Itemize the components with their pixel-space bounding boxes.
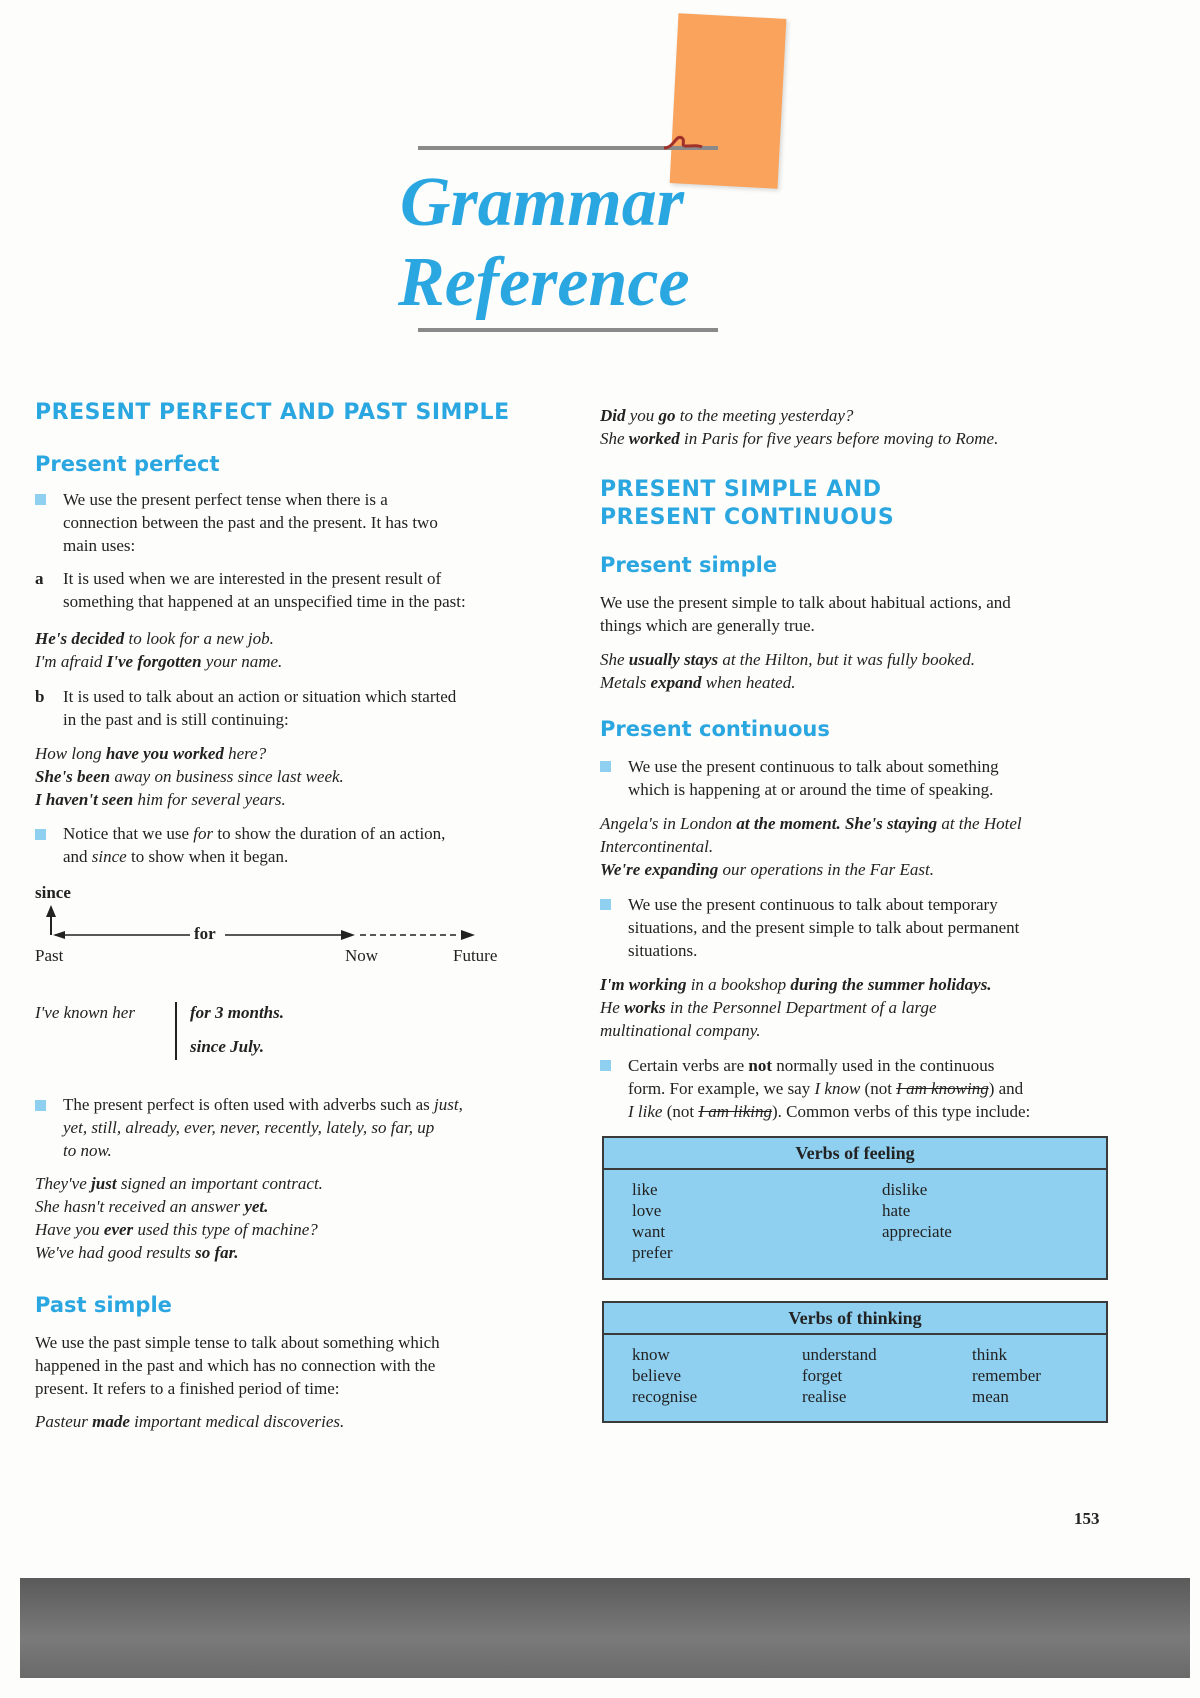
example-line: multinational company. xyxy=(600,1021,761,1040)
text-line: present. It refers to a finished period of time: xyxy=(35,1379,340,1398)
verb-item: mean xyxy=(972,1387,1009,1406)
section-heading-present-perfect-past-simple: PRESENT PERFECT AND PAST SIMPLE xyxy=(35,400,510,425)
verb-item: realise xyxy=(802,1387,847,1406)
known-her-option-for: for 3 months. xyxy=(190,1003,284,1022)
text-line: We use the past simple tense to talk about something which xyxy=(35,1333,440,1352)
known-her-option-since: since July. xyxy=(190,1037,264,1056)
past-simple-top-examples xyxy=(600,404,998,450)
present-continuous-p2-examples xyxy=(600,973,992,1042)
section-heading-present-simple-continuous xyxy=(600,476,894,532)
present-simple-text xyxy=(600,591,1120,637)
bullet-icon xyxy=(35,494,46,505)
text-line: connection between the past and the present. It has two xyxy=(63,513,438,532)
subheading-present-perfect: Present perfect xyxy=(35,452,220,476)
verb-item: recognise xyxy=(632,1387,698,1406)
adverbs-paragraph xyxy=(63,1093,563,1162)
verb-item: believe xyxy=(632,1366,682,1385)
text-line: and since to show when it began. xyxy=(63,847,289,866)
bullet-icon xyxy=(35,1100,46,1111)
timeline-arrow-diagram xyxy=(35,905,515,945)
bullet-icon xyxy=(600,1060,611,1071)
known-her-stem: I've known her xyxy=(35,1003,135,1022)
verb-item: hate xyxy=(882,1201,911,1220)
text-line: which is happening at or around the time of speaking. xyxy=(628,780,994,799)
page-number: 153 xyxy=(1074,1509,1100,1528)
verbs-of-thinking-box xyxy=(602,1301,1108,1423)
verb-item: know xyxy=(632,1345,670,1364)
use-b-examples xyxy=(35,742,344,811)
text-line: main uses: xyxy=(63,536,136,555)
text-line: I like (not I am liking). Common verbs of this type include: xyxy=(628,1102,1031,1121)
text-line: happened in the past and which has no connection with the xyxy=(35,1356,436,1375)
text-line: yet, still, already, ever, never, recently, lately, so far, up xyxy=(63,1118,435,1137)
verb-item: appreciate xyxy=(882,1222,952,1241)
timeline-future-label: Future xyxy=(453,946,498,965)
verb-item: love xyxy=(632,1201,662,1220)
ribbon-curl-icon xyxy=(662,132,704,152)
verb-item: like xyxy=(632,1180,658,1199)
adverb-examples xyxy=(35,1172,323,1264)
past-simple-text xyxy=(35,1331,555,1400)
verbs-of-feeling-col2 xyxy=(882,1179,952,1242)
verb-item: dislike xyxy=(882,1180,928,1199)
example-line: They've just signed an important contract. xyxy=(35,1174,323,1193)
text-line: We use the present perfect tense when there is a xyxy=(63,490,388,509)
present-perfect-intro xyxy=(63,488,543,557)
timeline-since-label: since xyxy=(35,883,71,902)
example-line: She usually stays at the Hilton, but it was fully booked. xyxy=(600,650,975,669)
example-line: I haven't seen him for several years. xyxy=(35,790,286,809)
example-line: Metals expand when heated. xyxy=(600,673,796,692)
heading-line: PRESENT CONTINUOUS xyxy=(600,505,895,530)
text-line: We use the present continuous to talk about temporary xyxy=(628,895,998,914)
scanner-bottom-band xyxy=(20,1578,1190,1678)
verbs-of-feeling-box xyxy=(602,1136,1108,1280)
text-line: It is used when we are interested in the present result of xyxy=(63,569,442,588)
example-line: She worked in Paris for five years before moving to Rome. xyxy=(600,429,999,448)
text-line: to now. xyxy=(63,1141,112,1160)
present-continuous-p1 xyxy=(628,755,1128,801)
use-b-text xyxy=(63,685,553,731)
example-line: Angela's in London at the moment. She's staying at the Hotel xyxy=(600,814,1022,833)
verbs-of-feeling-heading: Verbs of feeling xyxy=(604,1138,1106,1170)
bullet-icon xyxy=(600,761,611,772)
example-line: Did you go to the meeting yesterday? xyxy=(600,406,854,425)
verbs-of-thinking-heading: Verbs of thinking xyxy=(604,1303,1106,1335)
example-line: Intercontinental. xyxy=(600,837,714,856)
example-line: I'm afraid I've forgotten your name. xyxy=(35,652,283,671)
marker-a: a xyxy=(35,569,44,588)
example-line: Have you ever used this type of machine? xyxy=(35,1220,318,1239)
example-line: I'm working in a bookshop during the summer holidays. xyxy=(600,975,992,994)
text-line: Notice that we use for to show the duration of an action, xyxy=(63,824,446,843)
subheading-past-simple: Past simple xyxy=(35,1293,172,1317)
example-line: He's decided to look for a new job. xyxy=(35,629,274,648)
timeline-now-label: Now xyxy=(345,946,379,965)
verbs-of-thinking-col3 xyxy=(972,1344,1041,1407)
past-simple-example: Pasteur made important medical discoveries. xyxy=(35,1412,345,1431)
verb-item: think xyxy=(972,1345,1007,1364)
subheading-present-continuous: Present continuous xyxy=(600,717,830,741)
text-line: Certain verbs are not normally used in the continuous xyxy=(628,1056,995,1075)
example-line: We're expanding our operations in the Far East. xyxy=(600,860,935,879)
verbs-of-thinking-col2 xyxy=(802,1344,877,1407)
use-a-text xyxy=(63,567,553,613)
text-line: The present perfect is often used with adverbs such as just, xyxy=(63,1095,463,1114)
verb-item: remember xyxy=(972,1366,1041,1385)
verb-item: forget xyxy=(802,1366,843,1385)
text-line: in the past and is still continuing: xyxy=(63,710,289,729)
example-line: He works in the Personnel Department of a large xyxy=(600,998,937,1017)
example-line: She's been away on business since last week. xyxy=(35,767,344,786)
text-line: situations, and the present simple to talk about permanent xyxy=(628,918,1020,937)
marker-b: b xyxy=(35,687,45,706)
text-line: situations. xyxy=(628,941,698,960)
verb-item: prefer xyxy=(632,1243,673,1262)
present-continuous-p1-examples xyxy=(600,812,1022,881)
title-bottom-rule xyxy=(418,328,718,332)
text-line: We use the present simple to talk about habitual actions, and xyxy=(600,593,1011,612)
verbs-of-feeling-col1 xyxy=(632,1179,673,1263)
verb-item: want xyxy=(632,1222,666,1241)
example-line: She hasn't received an answer yet. xyxy=(35,1197,269,1216)
text-line: things which are generally true. xyxy=(600,616,815,635)
timeline-for-label: for xyxy=(194,924,216,943)
known-her-bracket xyxy=(175,1002,177,1060)
bullet-icon xyxy=(600,899,611,910)
title-line-1: Grammar xyxy=(400,164,684,241)
present-simple-examples xyxy=(600,648,975,694)
heading-line: PRESENT SIMPLE AND xyxy=(600,477,882,502)
text-line: We use the present continuous to talk about something xyxy=(628,757,999,776)
present-continuous-p2 xyxy=(628,893,1138,962)
present-continuous-p3 xyxy=(628,1054,1148,1123)
timeline-past-label: Past xyxy=(35,946,64,965)
verb-item: understand xyxy=(802,1345,877,1364)
use-a-examples xyxy=(35,627,282,673)
example-line: We've had good results so far. xyxy=(35,1243,239,1262)
title-line-2: Reference xyxy=(398,244,690,321)
bullet-icon xyxy=(35,829,46,840)
notice-for-since xyxy=(63,822,553,868)
text-line: It is used to talk about an action or situation which started xyxy=(63,687,457,706)
text-line: form. For example, we say I know (not I am knowing) and xyxy=(628,1079,1024,1098)
verbs-of-thinking-col1 xyxy=(632,1344,697,1407)
orange-tab-marker xyxy=(670,13,787,188)
text-line: something that happened at an unspecified time in the past: xyxy=(63,592,466,611)
example-line: How long have you worked here? xyxy=(35,744,267,763)
subheading-present-simple: Present simple xyxy=(600,553,778,577)
